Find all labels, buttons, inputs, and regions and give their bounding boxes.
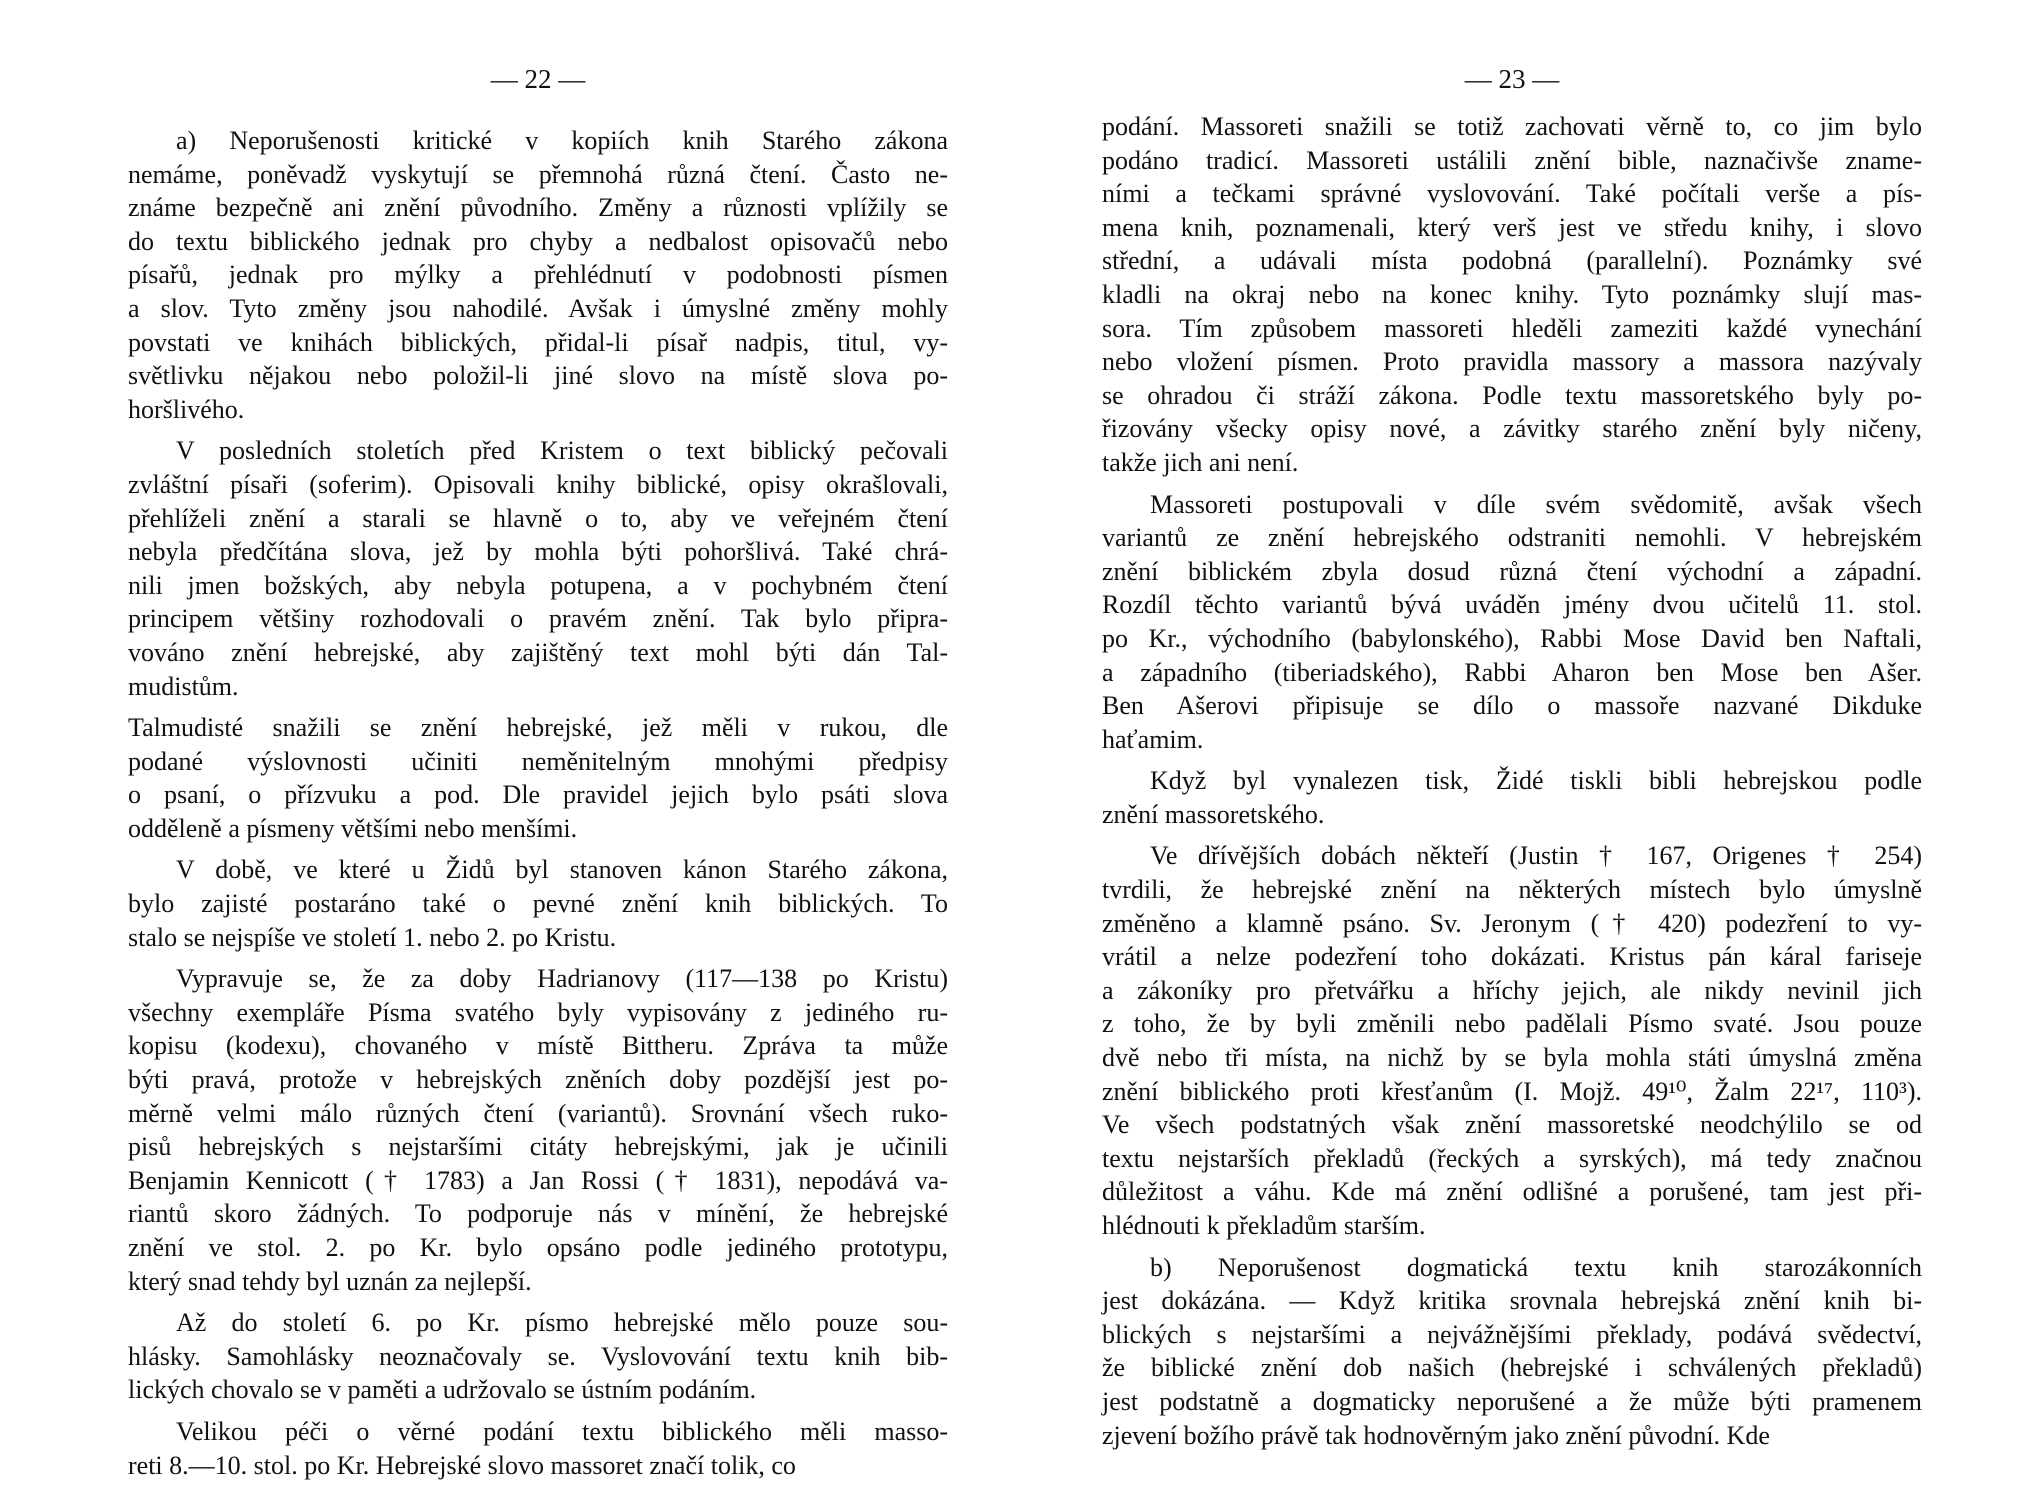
text-line: o psaní, o přízvuku a pod. Dle pravidel jejich bylo psáti slova	[128, 780, 948, 810]
text-line: sora. Tím způsobem massoreti hleděli zameziti každé vynechání	[1102, 313, 1922, 343]
text-line: znění biblického proti křesťanům (I. Mojž. 49¹⁰, Žalm 22¹⁷, 110³).	[1102, 1076, 1922, 1106]
text-line: písařů, jednak pro mýlky a přehlédnutí v podobnosti písmen	[128, 260, 948, 290]
text-line: kopisu (kodexu), chovaného v místě Bittheru. Zpráva ta může	[128, 1031, 948, 1061]
text-line: pisů hebrejských s nejstaršími citáty hebrejskými, jak je učinili	[128, 1132, 948, 1162]
text-line: takže jich ani není.	[1102, 447, 1299, 477]
text-line: tvrdili, že hebrejské znění na některých místech bylo úmyslně	[1102, 875, 1922, 905]
text-line: Massoreti postupovali v díle svém svědomitě, avšak všech	[1150, 489, 1922, 519]
text-line: do textu biblického jednak pro chyby a nedbalost opisovačů nebo	[128, 226, 948, 256]
text-line: který snad tehdy byl uznán za nejlepší.	[128, 1266, 532, 1296]
text-line: podáno tradicí. Massoreti ustálili znění bible, naznačivše zname-	[1102, 145, 1922, 175]
text-line: mudistům.	[128, 671, 239, 701]
text-line: z toho, že by byli změnili nebo padělali Písmo svaté. Jsou pouze	[1102, 1009, 1922, 1039]
text-line: podané výslovnosti učiniti neměnitelným mnohými předpisy	[128, 746, 948, 776]
text-line: stalo se nejspíše ve století 1. nebo 2. po Kristu.	[128, 922, 617, 952]
right-page	[1102, 0, 1922, 1500]
text-line: dvě nebo tři místa, na nichž by se byla mohla státi úmyslná změna	[1102, 1043, 1922, 1073]
text-line: Ve dřívějších dobách někteří (Justin † 167, Origenes † 254)	[1150, 841, 1922, 871]
text-line: znění ve stol. 2. po Kr. bylo opsáno podle jediného prototypu,	[128, 1233, 948, 1262]
text-line: řizovány všecky opisy nové, a závitky starého znění byly ničeny,	[1102, 414, 1922, 444]
left-page	[128, 0, 948, 1500]
paragraph	[128, 962, 948, 1298]
text-line: všechny exempláře Písma svatého byly vypisovány z jediného ru-	[128, 997, 948, 1027]
text-line: býti pravá, protože v hebrejských zněních doby pozdější jest po-	[128, 1065, 948, 1095]
text-line: se ohradou či stráží zákona. Podle textu massoretského byly po-	[1102, 380, 1922, 410]
text-line: znění biblickém zbyla dosud různá čtení východní a západní.	[1102, 556, 1922, 586]
text-line: kladli na okraj nebo na konec knihy. Tyto poznámky slují mas-	[1102, 279, 1922, 309]
text-line: blických s nejstaršími a nejvážnějšími překlady, podává svědectví,	[1102, 1319, 1922, 1349]
text-line: světlivku nějakou nebo položil-li jiné slovo na místě slova po-	[128, 361, 948, 391]
paragraph	[1102, 488, 1922, 757]
text-line: riantů skoro žádných. To podporuje nás v mínění, že hebrejské	[128, 1199, 948, 1229]
paragraph	[128, 434, 948, 703]
paragraph	[128, 124, 948, 426]
text-line: haťamim.	[1102, 724, 1204, 754]
text-line: Ben Ašerovi připisuje se dílo o massoře nazvané Dikduke	[1102, 691, 1922, 721]
text-line: znění massoretského.	[1102, 799, 1325, 829]
text-line: lických chovalo se v paměti a udržovalo se ústním podáním.	[128, 1375, 757, 1405]
text-line: střední, a udávali místa podobná (parallelní). Poznámky své	[1102, 246, 1922, 276]
text-line: vováno znění hebrejské, aby zajištěný text mohl býti dán Tal-	[128, 637, 948, 667]
text-line: přehlíželi znění a starali se hlavně o to, aby ve veřejném čtení	[128, 503, 948, 533]
text-line: a západního (tiberiadského), Rabbi Aharon ben Mose ben Ašer.	[1102, 657, 1922, 687]
text-line: Až do století 6. po Kr. písmo hebrejské mělo pouze sou-	[176, 1308, 948, 1338]
text-line: zvláštní písaři (soferim). Opisovali knihy biblické, opisy okrašlovali,	[128, 469, 948, 499]
text-line: hlédnouti k překladům starším.	[1102, 1211, 1426, 1240]
text-line: vrátil a nelze podezření toho dokázati. Kristus pán káral fariseje	[1102, 942, 1922, 972]
text-line: variantů ze znění hebrejského odstraniti nemohli. V hebrejském	[1102, 523, 1922, 553]
paragraph	[128, 711, 948, 845]
text-line: ními a tečkami správné vyslovování. Také počítali verše a pís-	[1102, 179, 1922, 209]
paragraph	[1102, 764, 1922, 831]
text-line: Ve všech podstatných však znění massoretské neodchýlilo se od	[1102, 1110, 1922, 1140]
text-line: a slov. Tyto změny jsou nahodilé. Avšak i úmyslné změny mohly	[128, 293, 948, 323]
text-line: zjevení božího právě tak hodnověrným jako znění původní. Kde	[1102, 1420, 1770, 1450]
page-number-right: — 23 —	[1464, 64, 1560, 94]
text-line: jest podstatně a dogmaticky neporušené a že může býti pramenem	[1102, 1386, 1922, 1416]
text-line: V době, ve které u Židů byl stanoven kánon Starého zákona,	[176, 855, 948, 885]
text-line: nemáme, poněvadž vyskytují se přemnohá různá čtení. Často ne-	[128, 159, 948, 189]
text-line: a zákoníky pro přetvářku a hříchy jejich, ale nikdy nevinil jich	[1102, 975, 1922, 1005]
paragraph	[1102, 1251, 1922, 1453]
right-page-body	[1102, 110, 1922, 1452]
text-line: bylo zajisté postaráno také o pevné znění knih biblických. To	[128, 889, 948, 919]
text-line: Rozdíl těchto variantů bývá uváděn jmény dvou učitelů 11. stol.	[1102, 590, 1922, 620]
text-line: b) Neporušenost dogmatická textu knih starozákonních	[1150, 1252, 1922, 1282]
text-line: hlásky. Samohlásky neoznačovaly se. Vyslovování textu knih bib-	[128, 1341, 948, 1371]
text-line: nebo vložení písmen. Proto pravidla massory a massora nazývaly	[1102, 347, 1922, 377]
text-line: Velikou péči o věrné podání textu biblického měli masso-	[176, 1416, 948, 1446]
text-line: známe bezpečně ani znění původního. Změny a různosti vplížily se	[128, 193, 948, 223]
text-line: mena knih, poznamenali, který verš jest ve středu knihy, i slovo	[1102, 212, 1922, 242]
text-line: měrně velmi málo různých čtení (variantů). Srovnání všech ruko-	[128, 1098, 948, 1128]
paragraph	[1102, 839, 1922, 1242]
text-line: změněno a klamně psáno. Sv. Jeronym († 420) podezření to vy-	[1102, 908, 1922, 938]
paragraph	[128, 1306, 948, 1407]
text-line: a) Neporušenosti kritické v kopiích knih Starého zákona	[176, 126, 948, 155]
text-line: V posledních stoletích před Kristem o text biblický pečovali	[176, 436, 948, 466]
text-line: nili jmen božských, aby nebyla potupena, a v pochybném čtení	[128, 570, 948, 600]
text-line: textu nejstarších překladů (řeckých a syrských), má tedy značnou	[1102, 1143, 1922, 1173]
text-line: podání. Massoreti snažili se totiž zachovati věrně to, co jim bylo	[1102, 112, 1922, 141]
left-page-body	[128, 124, 948, 1482]
page-number-left: — 22 —	[490, 64, 586, 94]
text-line: reti 8.—10. stol. po Kr. Hebrejské slovo massoret značí tolik, co	[128, 1450, 796, 1480]
text-line: Vypravuje se, že za doby Hadrianovy (117—138 po Kristu)	[176, 964, 948, 994]
text-line: po Kr., východního (babylonského), Rabbi Mose David ben Naftali,	[1102, 623, 1922, 653]
text-line: Talmudisté snažili se znění hebrejské, jež měli v rukou, dle	[128, 713, 948, 743]
text-line: jest dokázána. — Když kritika srovnala hebrejská znění knih bi-	[1102, 1286, 1922, 1316]
text-line: principem většiny rozhodovali o pravém znění. Tak bylo připra-	[128, 604, 948, 634]
text-line: povstati ve knihách biblických, přidal-li písař nadpis, titul, vy-	[128, 327, 948, 357]
text-line: horšlivého.	[128, 394, 245, 424]
text-line: odděleně a písmeny většími nebo menšími.	[128, 813, 578, 843]
text-line: Benjamin Kennicott († 1783) a Jan Rossi († 1831), nepodává va-	[128, 1165, 948, 1195]
text-line: nebyla předčítána slova, jež by mohla býti pohoršlivá. Také chrá-	[128, 537, 948, 567]
text-line: důležitost a váhu. Kde má znění odlišné a porušené, tam jest při-	[1102, 1177, 1922, 1207]
text-line: Když byl vynalezen tisk, Židé tiskli bibli hebrejskou podle	[1150, 766, 1922, 796]
paragraph	[128, 853, 948, 954]
paragraph	[128, 1415, 948, 1482]
paragraph	[1102, 110, 1922, 480]
text-line: že biblické znění dob našich (hebrejské i schválených překladů)	[1102, 1353, 1922, 1383]
